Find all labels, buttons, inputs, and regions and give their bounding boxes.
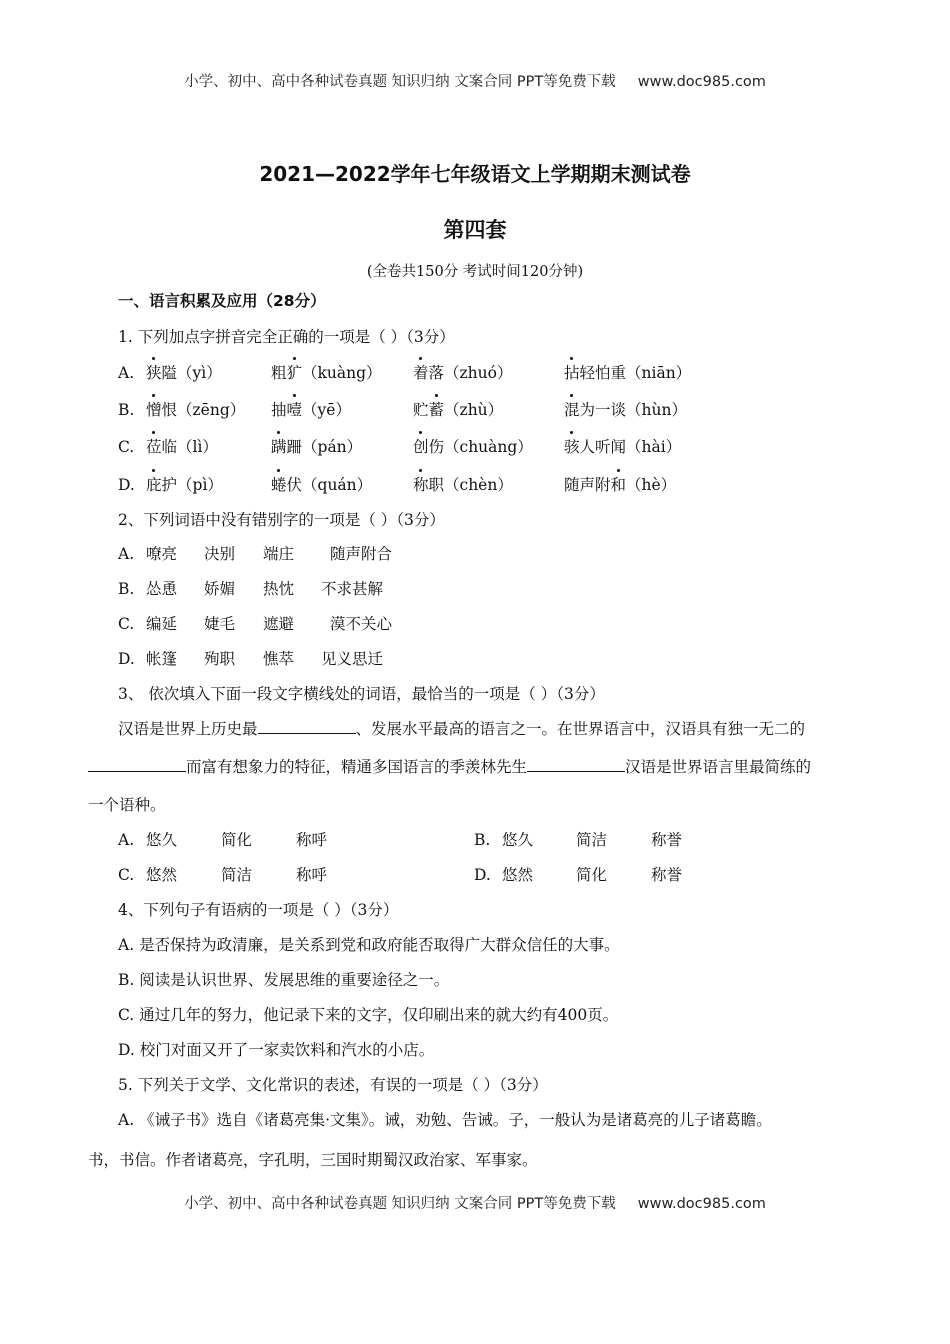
q2-word: 随声附合 (330, 545, 393, 563)
q3-word: 简化 (576, 866, 608, 884)
page-header (0, 70, 950, 91)
section-heading: 一、语言积累及应用（28分） (118, 292, 326, 310)
option-label: A. (118, 1111, 135, 1129)
q2-word: 帐篷 (146, 650, 178, 668)
q1-d-item-1: 庇护（pì） (146, 476, 223, 494)
q1-a-item-4: 拈轻怕重（niān） (564, 364, 692, 382)
q1-c-item-2: 蹒跚（pán） (271, 438, 363, 456)
option-label: A. (118, 545, 135, 563)
option-label: A. (118, 831, 135, 849)
q1-d-item-2: 蜷伏（quán） (271, 476, 373, 494)
option-label: D. (118, 650, 135, 668)
q4-option-c (118, 1005, 618, 1025)
header-text: 小学、初中、高中各种试卷真题 知识归纳 文案合同 PPT等免费下载 (184, 74, 616, 90)
q3-passage-line1: 汉语是世界上历史最 、发展水平最高的语言之一。在世界语言中，汉语具有独一无二的 (118, 720, 806, 738)
q2-word: 决别 (204, 545, 236, 563)
footer-text: 小学、初中、高中各种试卷真题 知识归纳 文案合同 PPT等免费下载 (184, 1196, 616, 1212)
page-footer (0, 1192, 950, 1213)
q2-word: 漠不关心 (330, 615, 393, 633)
q1-b-item-4: 混为一谈（hùn） (564, 401, 687, 419)
q5-option-a-line2: 书，书信。作者诸葛亮，字孔明，三国时期蜀汉政治家、军事家。 (88, 1151, 538, 1169)
q2-stem: 2、下列词语中没有错别字的一项是（ ）（3分） (118, 511, 445, 529)
option-label: D. (118, 476, 135, 494)
option-label: B. (118, 401, 135, 419)
exam-subtitle: 第四套 (443, 218, 507, 242)
q3-word: 简化 (221, 831, 253, 849)
q2-word: 怂恿 (146, 580, 178, 598)
q3-word: 称呼 (296, 866, 328, 884)
q2-word: 不求甚解 (321, 580, 384, 598)
footer-site-link[interactable]: www.doc985.com (637, 1196, 766, 1212)
q2-word: 遮避 (263, 615, 295, 633)
exam-info: (全卷共150分 考试时间120分钟) (366, 264, 584, 280)
q1-b-item-1: 憎恨（zēng） (146, 401, 246, 419)
fill-blank[interactable] (258, 719, 356, 734)
q2-word: 嘹亮 (146, 545, 178, 563)
q3-word: 简洁 (221, 866, 253, 884)
q1-b-item-2: 抽噎（yē） (271, 401, 351, 419)
q2-word: 憔萃 (263, 650, 295, 668)
q5-stem: 5. 下列关于文学、文化常识的表述，有误的一项是（ ）（3分） (118, 1076, 548, 1094)
option-label: D. (474, 866, 491, 884)
q3-passage-line2: 而富有想象力的特征，精通多国语言的季羡林先生 汉语是世界语言里最简练的 (88, 757, 811, 777)
option-label: C. (118, 866, 135, 884)
q3-word: 悠久 (502, 831, 534, 849)
q3-word: 称呼 (296, 831, 328, 849)
q2-word: 婕毛 (204, 615, 236, 633)
option-label: B. (118, 971, 135, 989)
q2-word: 编延 (146, 615, 178, 633)
option-text: 阅读是认识世界、发展思维的重要途径之一。 (139, 971, 450, 989)
q2-word: 娇媚 (204, 580, 236, 598)
q3-stem: 3、 依次填入下面一段文字横线处的词语，最恰当的一项是（ ）（3分） (118, 685, 605, 703)
q1-d-item-3: 称职（chèn） (413, 476, 513, 494)
fill-blank[interactable] (527, 757, 625, 772)
option-text: 是否保持为政清廉，是关系到党和政府能否取得广大群众信任的大事。 (139, 936, 620, 954)
q1-c-item-1: 莅临（lì） (146, 438, 218, 456)
q1-b-item-3: 贮蓄（zhù） (413, 401, 504, 419)
q2-word: 殉职 (204, 650, 236, 668)
q1-a-item-1: 狭隘（yì） (146, 364, 222, 382)
option-text: 校门对面又开了一家卖饮料和汽水的小店。 (139, 1041, 435, 1059)
q3-word: 悠久 (146, 831, 178, 849)
option-label: B. (118, 580, 135, 598)
q2-word: 见义思迁 (321, 650, 384, 668)
q5-option-a-line1 (118, 1110, 772, 1130)
q3-word: 悠然 (502, 866, 534, 884)
q4-option-a (118, 935, 620, 955)
option-label: C. (118, 1006, 135, 1024)
option-label: D. (118, 1041, 135, 1059)
option-label: B. (474, 831, 491, 849)
q4-option-b (118, 970, 449, 990)
q3-word: 悠然 (146, 866, 178, 884)
option-label: A. (118, 936, 135, 954)
q1-d-item-4: 随声附和（hè） (564, 476, 677, 494)
q3-word: 称誉 (651, 866, 683, 884)
q1-a-item-2: 粗犷（kuàng） (271, 364, 382, 382)
option-text: 《诫子书》选自《诸葛亮集·文集》。诫，劝勉、告诫。子，一般认为是诸葛亮的儿子诸葛瞻。 (139, 1111, 772, 1129)
q2-word: 端庄 (263, 545, 295, 563)
option-text: 通过几年的努力，他记录下来的文字，仅印刷出来的就大约有400页。 (139, 1006, 619, 1024)
header-site-link[interactable]: www.doc985.com (637, 74, 766, 90)
q1-stem: 1. 下列加点字拼音完全正确的一项是（ ）（3分） (118, 328, 455, 346)
q4-option-d (118, 1040, 434, 1060)
q1-c-item-3: 创伤（chuàng） (413, 438, 533, 456)
q3-passage-line3: 一个语种。 (88, 796, 166, 814)
q4-stem: 4、下列句子有语病的一项是（ ）（3分） (118, 901, 399, 919)
q3-word: 称誉 (651, 831, 683, 849)
exam-title: 2021—2022学年七年级语文上学期期末测试卷 (259, 162, 691, 186)
option-label: C. (118, 438, 135, 456)
option-label: A. (118, 364, 135, 382)
q3-word: 简洁 (576, 831, 608, 849)
q1-a-item-3: 着落（zhuó） (413, 364, 513, 382)
fill-blank[interactable] (88, 757, 186, 772)
q2-word: 热忱 (263, 580, 295, 598)
option-label: C. (118, 615, 135, 633)
q1-c-item-4: 骇人听闻（hài） (564, 438, 682, 456)
